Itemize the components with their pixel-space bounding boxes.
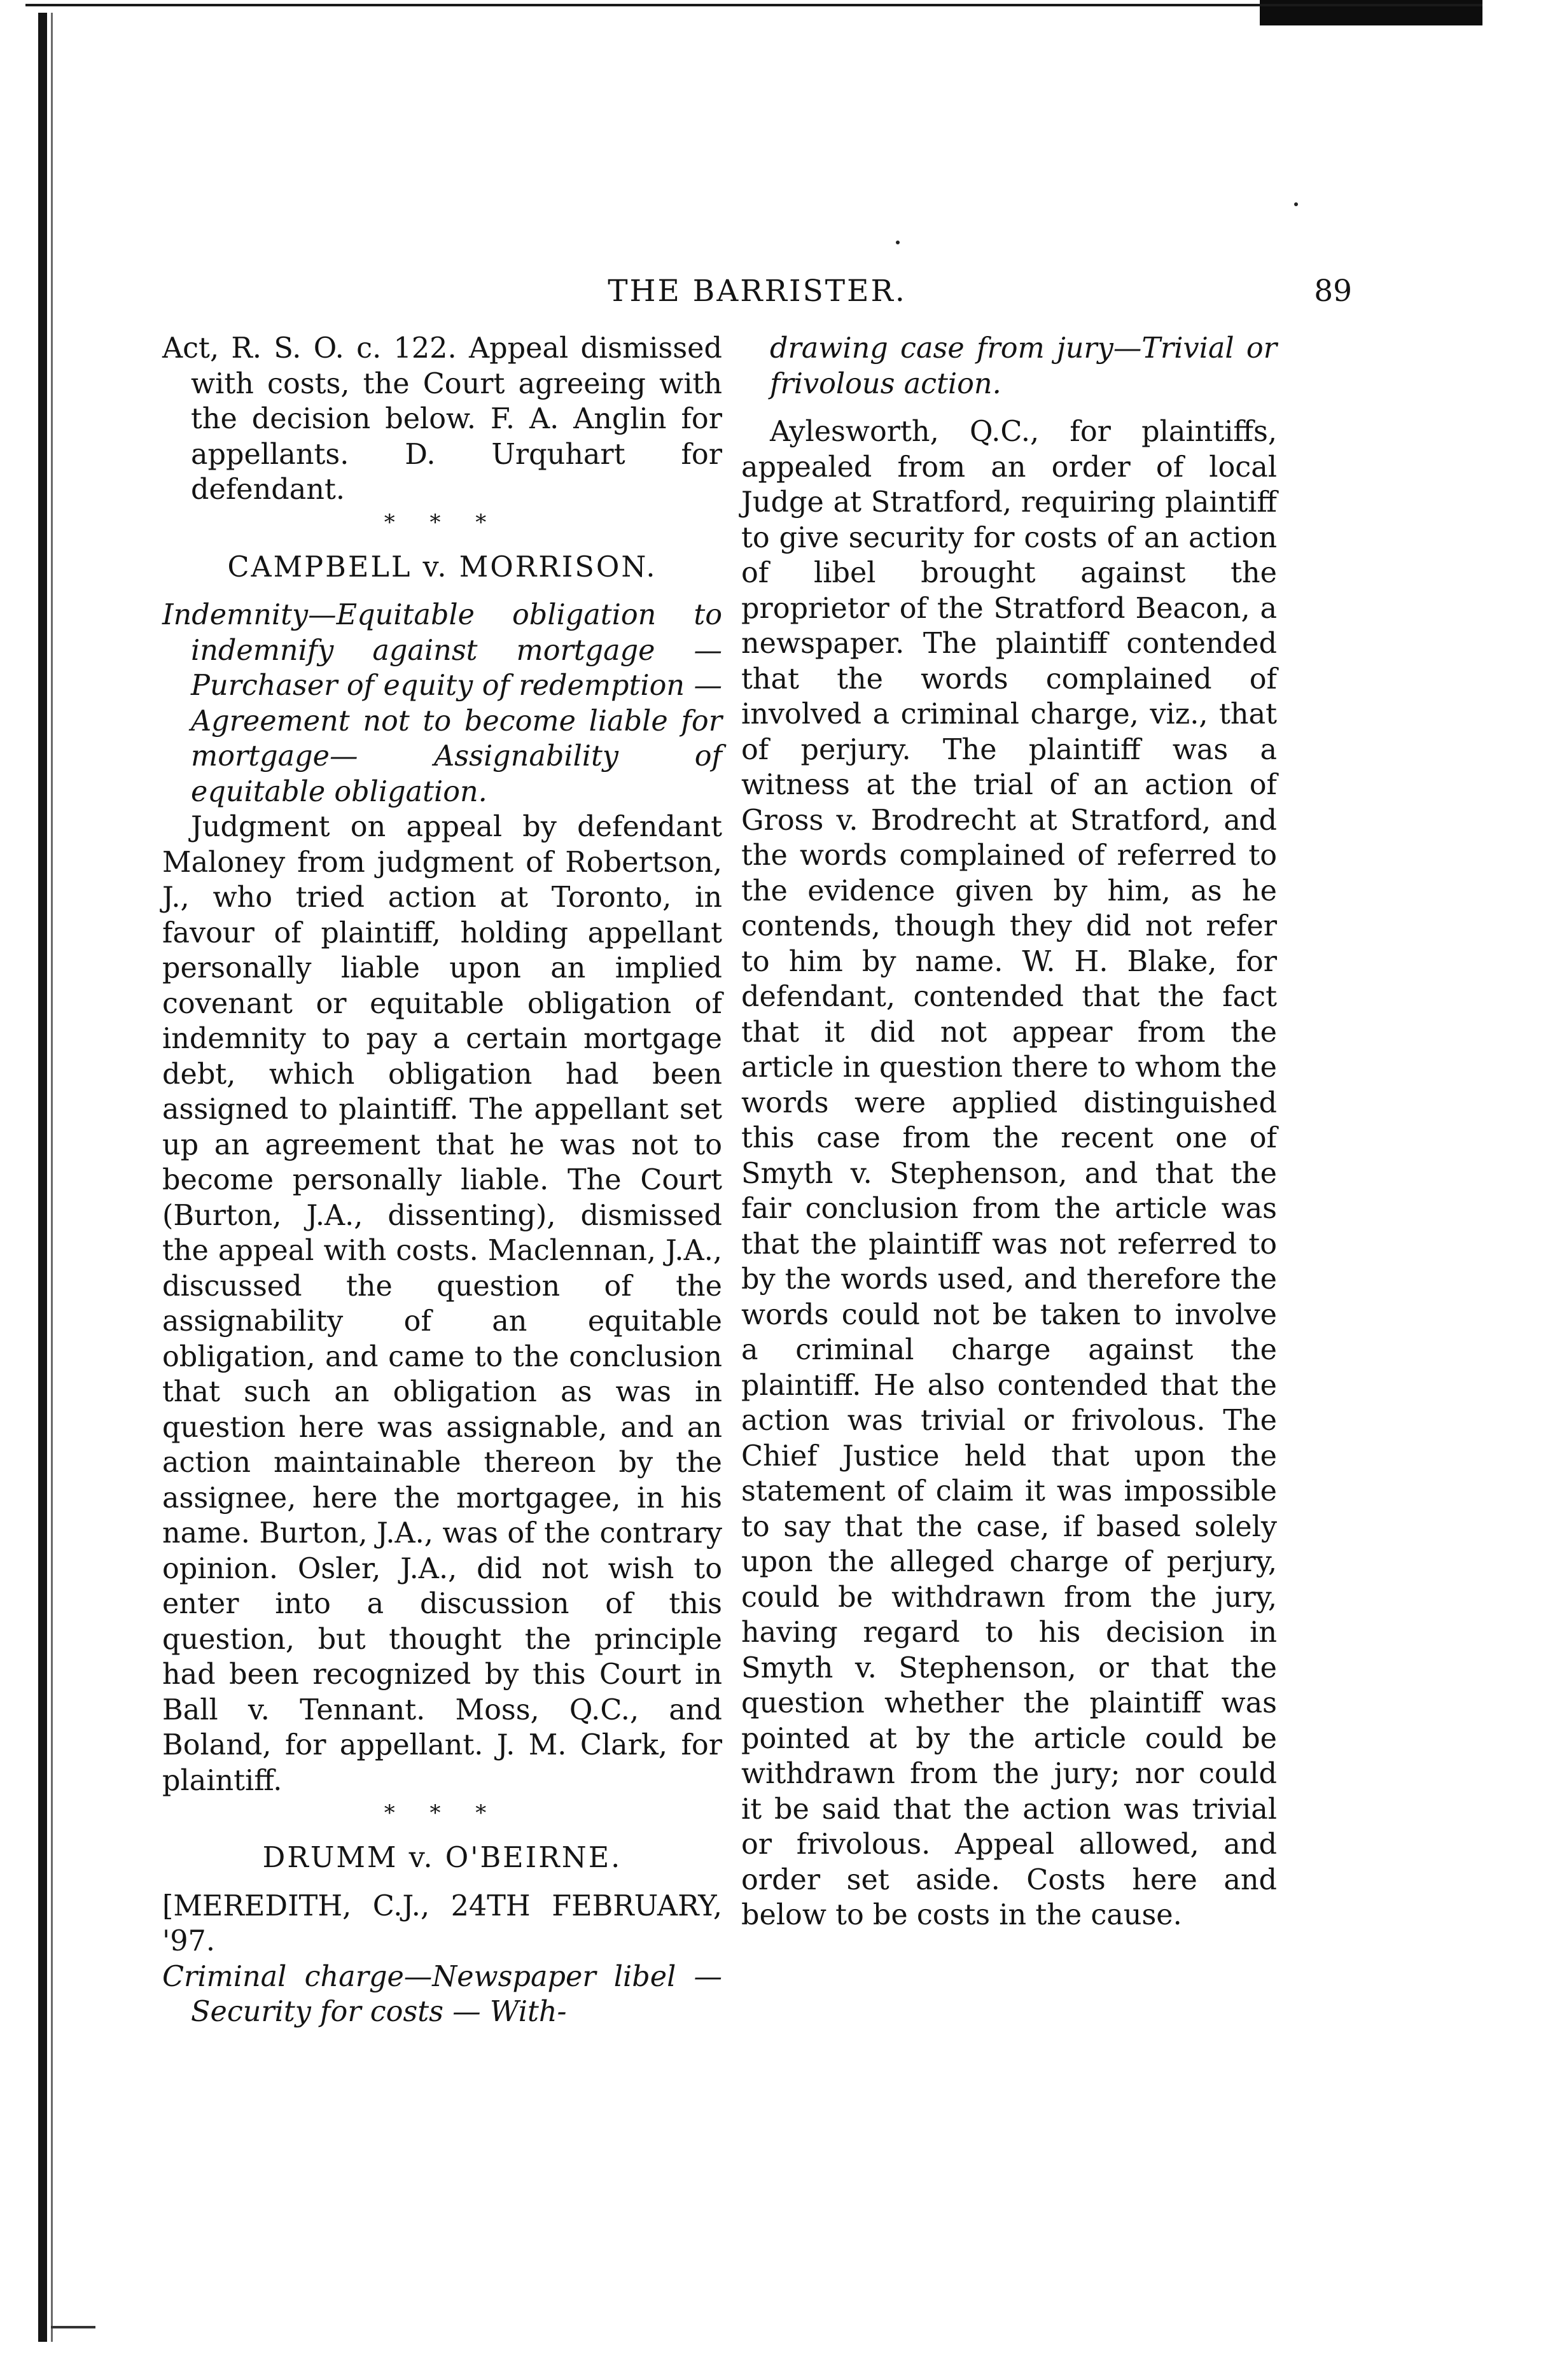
left-column bbox=[162, 331, 722, 2030]
section-separator: * * * bbox=[384, 1800, 501, 1826]
running-title: THE BARRISTER. bbox=[608, 274, 907, 309]
page-header bbox=[162, 274, 1352, 318]
case2-body: Judgment on appeal by defendant Maloney from judgment of Robertson, J., who tried action at Toronto, in favour of plaintiff, holding appellant personally liable upon an implied covenant or equitable obligation of indemnity to pay a certain mortgage debt, which obligation had been assigned to plaintiff. The appellant set up an agreement that he was not to become personally liable. The Court (Burton, J.A., dissenting), dismissed the appeal with costs. Maclennan, J.A., discussed the question of the assignability of an equitable obligation, and came to the conclusion that such an obligation as was in question here was assignable, and an action maintainable thereon by the assignee, here the mortgagee, in his name. Burton, J.A., was of the contrary opinion. Osler, J.A., did not wish to enter into a discussion of this question, but thought the principle had been recognized by this Court in Ball v. Tennant. Moss, Q.C., and Boland, for appellant. J. M. Clark, for plaintiff. bbox=[162, 811, 722, 1797]
case3-judge-line: [MEREDITH, C.J., 24TH FEBRUARY, '97. bbox=[162, 1889, 722, 1957]
scan-top-rule bbox=[25, 4, 1482, 6]
case1-conclusion: Act, R. S. O. c. 122. Appeal dismissed with costs, the Court agreeing with the decision below. F. A. Anglin for appellants. D. Urquhart for defendant. bbox=[162, 332, 722, 506]
scan-left-edge-shadow bbox=[51, 13, 53, 2342]
right-column bbox=[741, 331, 1277, 1933]
section-separator: * * * bbox=[384, 509, 501, 535]
case2-title: CAMPBELL v. MORRISON. bbox=[227, 550, 657, 584]
case2-headnote: Indemnity—Equitable obligation to indemnify against mortgage —Purchaser of equity of redemption — Agreement not to become liable for mortgage— Assignability of equitable obligation. bbox=[162, 599, 722, 808]
scan-left-edge bbox=[38, 13, 47, 2342]
case3-title: DRUMM v. O'BEIRNE. bbox=[262, 1842, 622, 1874]
case3-headnote-continued: drawing case from jury—Trivial or frivolous action. bbox=[770, 332, 1277, 400]
case3-headnote: Criminal charge—Newspaper libel —Security for costs — With- bbox=[162, 1960, 722, 2028]
scan-speck bbox=[896, 241, 900, 244]
scan-bottom-mark bbox=[51, 2326, 95, 2328]
case3-body: Aylesworth, Q.C., for plaintiffs, appealed from an order of local Judge at Stratford, requiring plaintiff to give security for costs of an action of libel brought against the proprietor of the Stratford Beacon, a newspaper. The plaintiff contended that the words complained of involved a criminal charge, viz., that of perjury. The plaintiff was a witness at the trial of an action of Gross v. Brodrecht at Stratford, and the words complained of referred to the evidence given by him, as he contends, though they did not refer to him by name. W. H. Blake, for defendant, contended that the fact that it did not appear from the article in question there to whom the words were applied distinguished this case from the recent one of Smyth v. Stephenson, and that the fair conclusion from the article was that the plaintiff was not referred to by the words used, and therefore the words could not be taken to involve a criminal charge against the plaintiff. He also contended that the action was trivial or frivolous. The Chief Justice held that upon the statement of claim it was impossible to say that the case, if based solely upon the alleged charge of perjury, could be withdrawn from the jury, having regard to his decision in Smyth v. Stephenson, or that the question whether the plaintiff was pointed at by the article could be withdrawn from the jury; nor could it be said that the action was trivial or frivolous. Appeal allowed, and order set aside. Costs here and below to be costs in the cause. bbox=[741, 416, 1277, 1931]
scan-speck bbox=[1294, 202, 1298, 206]
page-number: 89 bbox=[1314, 274, 1352, 309]
